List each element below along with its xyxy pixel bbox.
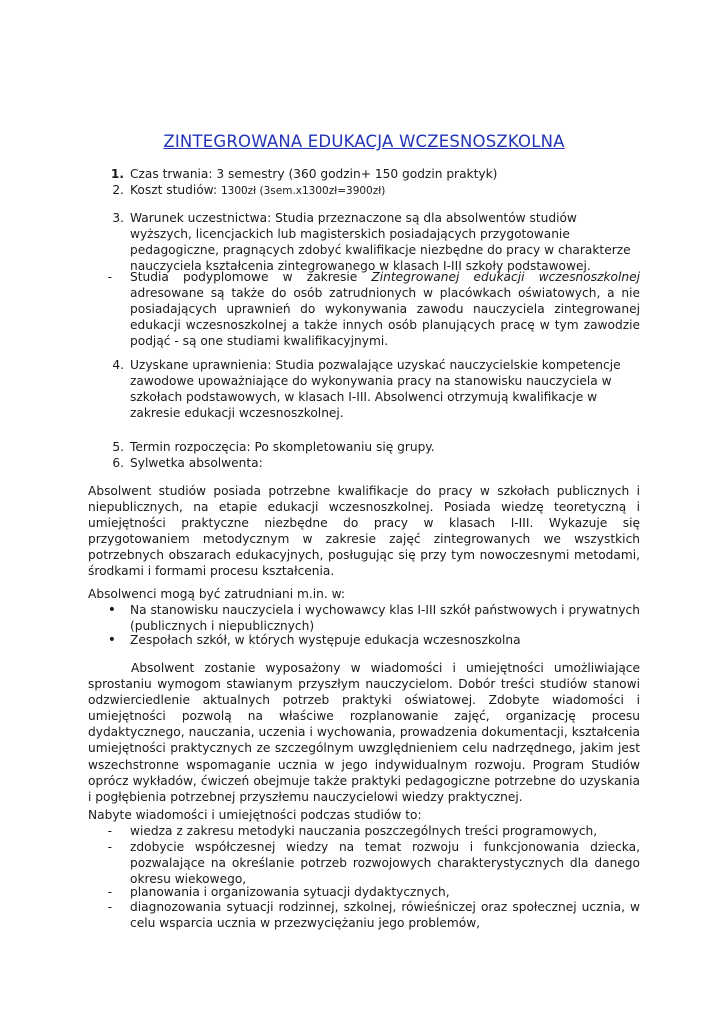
bullet-text: Zespołach szkół, w których występuje edukacja wczesnoszkolna [130, 633, 521, 647]
list-item-text: Sylwetka absolwenta: [130, 456, 263, 470]
text-segment: Studia podyplomowe w zakresie [130, 270, 372, 284]
list-number: 4. [112, 358, 124, 372]
dash-marker: - [107, 824, 112, 838]
document-title: ZINTEGROWANA EDUKACJA WCZESNOSZKOLNA [163, 132, 565, 151]
text-segment: adresowane są także do osób zatrudnionych w placówkach oświatowych, a nie posiadających uprawnień do wykonywania zawodu nauczyciela zintegrowanej edukacji wczesnoszkolnej a także innych osób planujących pracę w tym zawodzie podjąć - są one studiami kwalifikacyjnymi. [130, 286, 640, 349]
list-number: 5. [112, 440, 124, 454]
list-item-text [130, 182, 640, 199]
skill-item [88, 884, 640, 900]
skill-text: diagnozowania sytuacji rodzinnej, szkolnej, rówieśniczej oraz społecznej ucznia, w celu wsparcia ucznia w przezwyciężaniu jego problemów, [130, 900, 640, 931]
dash-marker: - [107, 885, 112, 899]
skill-item [88, 839, 640, 887]
bullet-item [88, 602, 640, 634]
cost-value: 1300zł (3sem.x1300zł=3900zł) [220, 185, 386, 197]
list-item-text: Termin rozpoczęcia: Po skompletowaniu się grupy. [130, 440, 435, 454]
paragraph-acquired-skills: Nabyte wiadomości i umiejętności podczas studiów to: [88, 808, 422, 822]
cost-label: Koszt studiów: [130, 183, 221, 197]
list-item-text: Warunek uczestnictwa: Studia przeznaczone są dla absolwentów studiów wyższych, licencjackich lub magisterskich posiadających przygotowanie pedagogiczne, pragnących zdobyć kwalifikacje niezbędne do pracy w charakterze nauczyciela kształcenia zintegrowanego w klasach I-III szkoły podstawowej. [130, 211, 631, 274]
list-item [88, 182, 640, 199]
list-item [88, 455, 640, 471]
list-item [88, 269, 640, 349]
skill-text: planowania i organizowania sytuacji dydaktycznych, [130, 885, 450, 899]
paragraph-employment: Absolwenci mogą być zatrudniani m.in. w: [88, 587, 346, 601]
paragraph-skills-description: Absolwent zostanie wyposażony w wiadomości i umiejętności umożliwiające sprostaniu wymogom stawianym przyszłym nauczycielom. Dobór treści studiów stanowi odzwierciedlenie aktualnych potrzeb praktyki oświatowej. Zdobyte wiadomości i umiejętności pozwolą na właściwe rozplanowanie zajęć, organizację procesu dydaktycznego, nauczania, uczenia i wychowania, prowadzenia dokumentacji, kształcenia umiejętności praktycznych ze szczególnym uwzględnieniem celu nadrzędnego, jakim jest wszechstronne wspomaganie ucznia w jego indywidualnym rozwoju. Program Studiów oprócz wykładów, ćwiczeń obejmuje także praktyki pedagogiczne potrzebne do uzyskania i pogłębienia potrzebnej przyszłemu nauczycielowi wiedzy praktycznej. [88, 661, 640, 804]
dash-marker: - [107, 270, 112, 284]
bullet-marker: • [107, 632, 116, 648]
list-item [88, 210, 640, 274]
list-number: 6. [112, 456, 124, 470]
list-item [88, 166, 640, 182]
list-number: 3. [112, 211, 124, 225]
paragraph-graduate-profile: Absolwent studiów posiada potrzebne kwalifikacje do pracy w szkołach publicznych i niepublicznych, na etapie edukacji wczesnoszkolnej. Posiada wiedzę teoretyczną i umiejętności praktyczne niezbędne do pracy w klasach I-III. Wykazuje się przygotowaniem metodycznym w zakresie zajęć zintegrowanych we wszystkich potrzebnych obszarach edukacyjnych, posługując się przy tym nowoczesnymi metodami, środkami i formami procesu kształcenia. [88, 484, 640, 579]
skill-item [88, 899, 640, 931]
dash-marker: - [107, 840, 112, 854]
list-item [88, 357, 640, 421]
list-number: 2. [112, 183, 124, 197]
bullet-item [88, 632, 640, 648]
bullet-marker: • [107, 602, 116, 618]
list-item-text: Czas trwania: 3 semestry (360 godzin+ 150 godzin praktyk) [130, 167, 498, 181]
list-number: 1. [110, 167, 124, 181]
skill-item [88, 823, 640, 839]
italic-segment: Zintegrowanej edukacji wczesnoszkolnej [371, 270, 640, 284]
bullet-text: Na stanowisku nauczyciela i wychowawcy klas I-III szkół państwowych i prywatnych (publicznych i niepublicznych) [130, 603, 640, 634]
list-item [88, 439, 640, 455]
list-item-text [130, 269, 640, 349]
skill-text: zdobycie współczesnej wiedzy na temat rozwoju i funkcjonowania dziecka, pozwalające na określanie potrzeb rozwojowych charakterystycznych dla danego okresu wiekowego, [130, 840, 640, 887]
list-item-text: Uzyskane uprawnienia: Studia pozwalające uzyskać nauczycielskie kompetencje zawodowe upoważniające do wykonywania pracy na stanowisku nauczyciela w szkołach podstawowych, w klasach I-III. Absolwenci otrzymują kwalifikacje w zakresie edukacji wczesnoszkolnej. [130, 358, 621, 421]
skill-text: wiedza z zakresu metodyki nauczania poszczególnych treści programowych, [130, 824, 598, 838]
dash-marker: - [107, 900, 112, 914]
